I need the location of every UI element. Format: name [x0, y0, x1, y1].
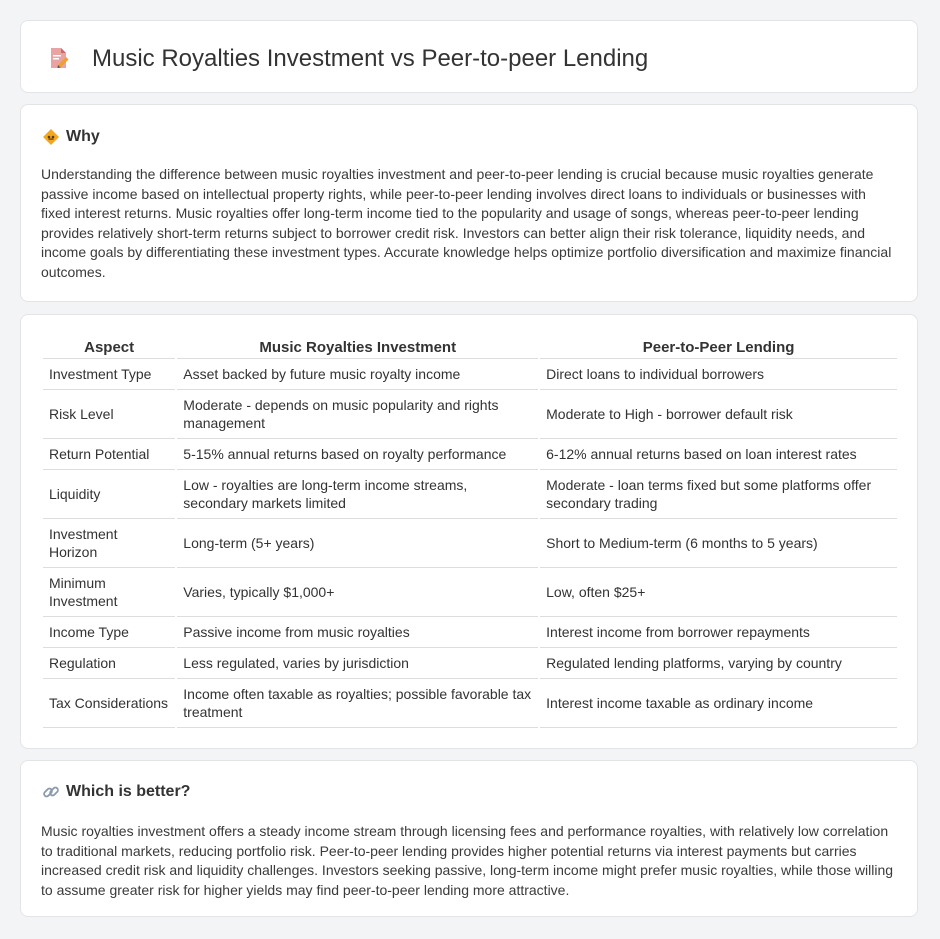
table-cell: 6-12% annual returns based on loan interest rates — [540, 439, 897, 470]
table-header-row — [43, 336, 897, 359]
table-cell: Low - royalties are long-term income streams, secondary markets limited — [177, 470, 538, 519]
table-cell: Investment Horizon — [43, 519, 175, 568]
table-cell: Moderate - loan terms fixed but some platforms offer secondary trading — [540, 470, 897, 519]
table-cell: 5-15% annual returns based on royalty performance — [177, 439, 538, 470]
column-header: Music Royalties Investment — [177, 336, 538, 359]
table-cell: Regulation — [43, 648, 175, 679]
table-cell: Interest income from borrower repayments — [540, 617, 897, 648]
lightbulb-icon — [42, 128, 60, 146]
comparison-table — [41, 336, 899, 728]
table-cell: Tax Considerations — [43, 679, 175, 728]
table-cell: Less regulated, varies by jurisdiction — [177, 648, 538, 679]
table-cell: Long-term (5+ years) — [177, 519, 538, 568]
table-cell: Varies, typically $1,000+ — [177, 568, 538, 617]
table-row — [43, 439, 897, 470]
table-cell: Regulated lending platforms, varying by country — [540, 648, 897, 679]
table-row — [43, 519, 897, 568]
why-title: Why — [66, 128, 100, 145]
table-cell: Return Potential — [43, 439, 175, 470]
why-text: Understanding the difference between music royalties investment and peer-to-peer lending is crucial because music royalties generate passive income based on intellectual property rights, while peer-to-peer lending involves direct loans to individuals or businesses with fixed interest returns. Music royalties offer long-term income tied to the popularity and usage of songs, whereas peer-to-peer lending provides relatively short-term returns subject to borrower credit risk. Investors can better align their risk tolerance, liquidity needs, and income goals by differentiating these investment types. Accurate knowledge helps optimize portfolio diversification and maximize financial outcomes. — [41, 166, 892, 280]
table-cell: Moderate - depends on music popularity and rights management — [177, 390, 538, 439]
link-icon — [42, 783, 60, 801]
document-pencil-icon — [47, 46, 71, 70]
page-title: Music Royalties Investment vs Peer-to-peer Lending — [92, 45, 649, 72]
table-row — [43, 359, 897, 390]
table-cell: Income often taxable as royalties; possible favorable tax treatment — [177, 679, 538, 728]
table-row — [43, 390, 897, 439]
column-header: Aspect — [43, 336, 175, 359]
why-heading — [42, 128, 100, 146]
table-row — [43, 617, 897, 648]
table-cell: Low, often $25+ — [540, 568, 897, 617]
better-text: Music royalties investment offers a steady income stream through licensing fees and performance royalties, with relatively low correlation to traditional markets, reducing portfolio risk. Peer-to-peer lending provides higher potential returns via interest payments but carries increased credit risk and liquidity challenges. Investors seeking passive, long-term income might prefer music royalties, while those willing to assume greater risk for higher yields may find peer-to-peer lending more attractive. — [41, 823, 894, 898]
table-row — [43, 470, 897, 519]
table-cell: Income Type — [43, 617, 175, 648]
table-cell: Passive income from music royalties — [177, 617, 538, 648]
table-cell: Asset backed by future music royalty income — [177, 359, 538, 390]
table-cell: Liquidity — [43, 470, 175, 519]
comparison-table-card — [20, 314, 918, 749]
table-row — [43, 679, 897, 728]
which-is-better-section — [20, 760, 918, 917]
table-row — [43, 568, 897, 617]
table-cell: Interest income taxable as ordinary income — [540, 679, 897, 728]
table-cell: Minimum Investment — [43, 568, 175, 617]
better-heading — [42, 783, 190, 801]
header-card — [20, 20, 918, 93]
table-cell: Investment Type — [43, 359, 175, 390]
table-cell: Short to Medium-term (6 months to 5 years) — [540, 519, 897, 568]
table-cell: Moderate to High - borrower default risk — [540, 390, 897, 439]
table-cell: Risk Level — [43, 390, 175, 439]
why-section — [20, 104, 918, 302]
table-cell: Direct loans to individual borrowers — [540, 359, 897, 390]
table-row — [43, 648, 897, 679]
column-header: Peer-to-Peer Lending — [540, 336, 897, 359]
better-title: Which is better? — [66, 783, 191, 800]
